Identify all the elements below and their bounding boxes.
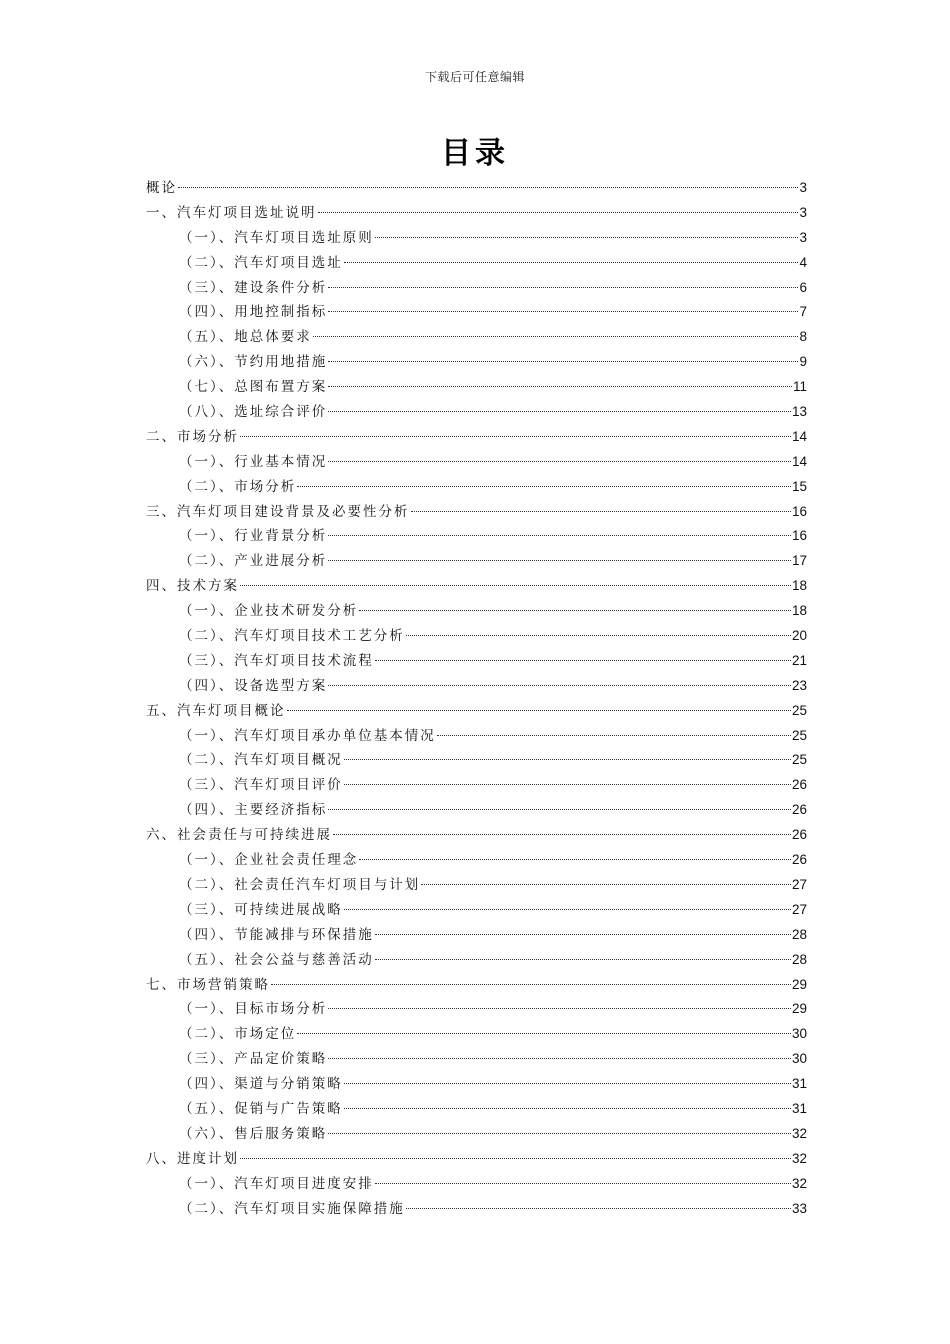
- toc-entry[interactable]: [146, 524, 807, 549]
- toc-entry-page-number[interactable]: 26: [791, 777, 807, 793]
- toc-entry-page-number[interactable]: 32: [791, 1150, 807, 1166]
- toc-dot-leader: [240, 436, 791, 437]
- toc-dot-leader: [287, 710, 791, 711]
- toc-entry-label[interactable]: 五、汽车灯项目概论: [146, 702, 286, 719]
- toc-entry[interactable]: [146, 724, 807, 749]
- toc-dot-leader: [328, 287, 798, 288]
- toc-entry[interactable]: [146, 1072, 807, 1097]
- toc-entry-label[interactable]: 三、汽车灯项目建设背景及必要性分析: [146, 503, 410, 520]
- toc-entry-label[interactable]: （五）、地总体要求: [179, 329, 312, 346]
- toc-entry[interactable]: [146, 300, 807, 325]
- toc-dot-leader: [240, 585, 791, 586]
- toc-entry[interactable]: [146, 1097, 807, 1122]
- toc-entry-page-number[interactable]: 7: [799, 304, 807, 320]
- toc-dot-leader: [313, 336, 799, 337]
- toc-entry-page-number[interactable]: 28: [791, 926, 807, 942]
- toc-dot-leader: [344, 262, 799, 263]
- toc-dot-leader: [328, 1133, 791, 1134]
- toc-entry-page-number[interactable]: 4: [799, 254, 807, 270]
- page-title: 目录: [441, 136, 509, 171]
- toc-entry-page-number[interactable]: 15: [791, 478, 807, 494]
- toc-entry-label[interactable]: （四）、主要经济指标: [179, 802, 328, 819]
- toc-entry-page-number[interactable]: 32: [791, 1125, 807, 1141]
- toc-entry-label[interactable]: （二）、汽车灯项目概况: [179, 752, 343, 769]
- toc-entry-page-number[interactable]: 27: [791, 876, 807, 892]
- toc-dot-leader: [359, 610, 791, 611]
- toc-entry[interactable]: [146, 549, 807, 574]
- toc-entry[interactable]: [146, 923, 807, 948]
- toc-entry-page-number[interactable]: 9: [799, 354, 807, 370]
- toc-entry[interactable]: [146, 873, 807, 898]
- toc-entry[interactable]: [146, 624, 807, 649]
- toc-entry-label[interactable]: 四、技术方案: [146, 578, 239, 595]
- toc-entry[interactable]: [146, 475, 807, 500]
- toc-entry[interactable]: [146, 823, 807, 848]
- toc-entry-label[interactable]: （一）、企业社会责任理念: [179, 852, 359, 869]
- toc-entry-page-number[interactable]: 16: [791, 528, 807, 544]
- toc-entry-label[interactable]: （二）、市场分析: [179, 478, 297, 495]
- toc-dot-leader: [328, 1008, 791, 1009]
- toc-entry[interactable]: [146, 201, 807, 226]
- toc-entry[interactable]: [146, 450, 807, 475]
- toc-entry-page-number[interactable]: 21: [791, 652, 807, 668]
- toc-entry-page-number[interactable]: 3: [799, 180, 807, 195]
- toc-dot-leader: [333, 834, 791, 835]
- toc-entry[interactable]: [146, 375, 807, 400]
- toc-entry-page-number[interactable]: 16: [791, 503, 807, 519]
- toc-entry-page-number[interactable]: 26: [791, 802, 807, 818]
- toc-entry-page-number[interactable]: 26: [791, 852, 807, 868]
- toc-entry-label[interactable]: （三）、建设条件分析: [179, 279, 328, 296]
- toc-entry-label[interactable]: （二）、汽车灯项目选址: [179, 254, 343, 271]
- toc-entry-label[interactable]: （一）、行业背景分析: [179, 528, 328, 545]
- toc-entry-label[interactable]: （一）、企业技术研发分析: [179, 603, 359, 620]
- toc-entry-page-number[interactable]: 25: [791, 727, 807, 743]
- toc-entry-page-number[interactable]: 14: [791, 453, 807, 469]
- toc-entry-page-number[interactable]: 3: [799, 229, 807, 245]
- toc-dot-leader: [328, 361, 798, 362]
- toc-dot-leader: [375, 1183, 791, 1184]
- toc-entry-label[interactable]: （一）、汽车灯项目进度安排: [179, 1175, 374, 1192]
- toc-dot-leader: [271, 984, 791, 985]
- toc-entry-page-number[interactable]: 26: [791, 827, 807, 843]
- toc-entry-label[interactable]: （二）、汽车灯项目技术工艺分析: [179, 628, 405, 645]
- toc-entry[interactable]: [146, 276, 807, 301]
- toc-dot-leader: [375, 660, 791, 661]
- toc-entry-page-number[interactable]: 11: [792, 379, 807, 395]
- toc-entry[interactable]: [146, 649, 807, 674]
- toc-entry-label[interactable]: （四）、渠道与分销策略: [179, 1076, 343, 1093]
- toc-entry[interactable]: [146, 973, 807, 998]
- toc-entry-label[interactable]: （二）、市场定位: [179, 1026, 297, 1043]
- table-of-contents: [146, 176, 807, 1221]
- toc-entry[interactable]: [146, 1147, 807, 1172]
- toc-entry[interactable]: [146, 226, 807, 251]
- toc-entry-label[interactable]: （五）、促销与广告策略: [179, 1100, 343, 1117]
- toc-entry-page-number[interactable]: 23: [791, 677, 807, 693]
- toc-entry[interactable]: [146, 1197, 807, 1222]
- toc-dot-leader: [328, 809, 791, 810]
- toc-entry[interactable]: [146, 599, 807, 624]
- toc-dot-leader: [297, 1033, 791, 1034]
- toc-entry-label[interactable]: （三）、汽车灯项目技术流程: [179, 652, 374, 669]
- toc-entry-label[interactable]: 八、进度计划: [146, 1150, 239, 1167]
- toc-entry[interactable]: [146, 1022, 807, 1047]
- toc-dot-leader: [328, 461, 791, 462]
- toc-entry-label[interactable]: （四）、节能减排与环保措施: [179, 926, 374, 943]
- toc-entry[interactable]: [146, 748, 807, 773]
- toc-dot-leader: [344, 784, 791, 785]
- toc-entry-page-number[interactable]: 3: [799, 204, 807, 220]
- toc-dot-leader: [328, 685, 791, 686]
- toc-entry[interactable]: [146, 798, 807, 823]
- toc-entry-label[interactable]: （二）、产业进展分析: [179, 553, 328, 570]
- toc-entry[interactable]: [146, 350, 807, 375]
- toc-dot-leader: [297, 486, 791, 487]
- toc-entry-page-number[interactable]: 20: [791, 628, 807, 644]
- toc-entry-label[interactable]: （六）、节约用地措施: [179, 354, 328, 371]
- toc-entry-label[interactable]: （一）、汽车灯项目承办单位基本情况: [179, 727, 436, 744]
- toc-entry-page-number[interactable]: 18: [791, 578, 807, 594]
- toc-dot-leader: [328, 411, 791, 412]
- toc-entry-page-number[interactable]: 13: [791, 404, 807, 420]
- toc-entry-label[interactable]: （三）、汽车灯项目评价: [179, 777, 343, 794]
- toc-entry-page-number[interactable]: 6: [799, 279, 807, 295]
- toc-entry-page-number[interactable]: 31: [791, 1100, 807, 1116]
- toc-entry-label[interactable]: （二）、汽车灯项目实施保障措施: [179, 1200, 405, 1217]
- toc-entry[interactable]: [146, 898, 807, 923]
- toc-entry-label[interactable]: （四）、用地控制指标: [179, 304, 328, 321]
- toc-dot-leader: [411, 511, 791, 512]
- toc-dot-leader: [344, 1108, 791, 1109]
- toc-dot-leader: [178, 187, 798, 188]
- toc-entry-page-number[interactable]: 27: [791, 901, 807, 917]
- toc-entry[interactable]: [146, 500, 807, 525]
- toc-entry-page-number[interactable]: 18: [791, 603, 807, 619]
- toc-entry[interactable]: [146, 251, 807, 276]
- toc-entry-label[interactable]: （八）、选址综合评价: [179, 404, 328, 421]
- toc-entry-label[interactable]: （五）、社会公益与慈善活动: [179, 951, 374, 968]
- toc-entry-label[interactable]: （三）、可持续进展战略: [179, 901, 343, 918]
- toc-dot-leader: [375, 959, 791, 960]
- toc-dot-leader: [328, 386, 792, 387]
- toc-entry-label[interactable]: （一）、汽车灯项目选址原则: [179, 229, 374, 246]
- toc-dot-leader: [318, 212, 799, 213]
- toc-entry[interactable]: [146, 176, 807, 201]
- toc-entry-page-number[interactable]: 30: [791, 1051, 807, 1067]
- toc-entry-label[interactable]: 二、市场分析: [146, 428, 239, 445]
- toc-entry-page-number[interactable]: 29: [791, 1001, 807, 1017]
- toc-entry-page-number[interactable]: 32: [791, 1175, 807, 1191]
- toc-entry-label[interactable]: （三）、产品定价策略: [179, 1051, 328, 1068]
- toc-entry-page-number[interactable]: 28: [791, 951, 807, 967]
- toc-entry[interactable]: [146, 1122, 807, 1147]
- toc-entry-label[interactable]: 七、市场营销策略: [146, 976, 270, 993]
- toc-entry-page-number[interactable]: 33: [791, 1200, 807, 1216]
- toc-entry-page-number[interactable]: 29: [791, 976, 807, 992]
- toc-entry[interactable]: [146, 574, 807, 599]
- toc-dot-leader: [240, 1158, 791, 1159]
- toc-entry-label[interactable]: （一）、目标市场分析: [179, 1001, 328, 1018]
- toc-entry-page-number[interactable]: 8: [799, 329, 807, 345]
- toc-dot-leader: [344, 759, 791, 760]
- toc-dot-leader: [421, 884, 791, 885]
- header-note: 下载后可任意编辑: [424, 70, 525, 84]
- toc-entry[interactable]: [146, 425, 807, 450]
- toc-entry-label[interactable]: （二）、社会责任汽车灯项目与计划: [179, 876, 421, 893]
- toc-entry[interactable]: [146, 1172, 807, 1197]
- toc-entry-page-number[interactable]: 14: [791, 428, 807, 444]
- toc-dot-leader: [406, 635, 791, 636]
- toc-dot-leader: [406, 1208, 791, 1209]
- toc-entry[interactable]: [146, 948, 807, 973]
- toc-dot-leader: [375, 237, 799, 238]
- toc-entry[interactable]: [146, 674, 807, 699]
- toc-entry-label[interactable]: （一）、行业基本情况: [179, 453, 328, 470]
- toc-entry-page-number[interactable]: 17: [791, 553, 807, 569]
- toc-entry-page-number[interactable]: 25: [791, 752, 807, 768]
- toc-entry-page-number[interactable]: 30: [791, 1026, 807, 1042]
- toc-entry-page-number[interactable]: 25: [791, 702, 807, 718]
- toc-entry-label[interactable]: 一、汽车灯项目选址说明: [146, 204, 317, 221]
- toc-entry[interactable]: [146, 773, 807, 798]
- toc-dot-leader: [328, 1058, 791, 1059]
- toc-dot-leader: [375, 934, 791, 935]
- toc-dot-leader: [437, 735, 791, 736]
- toc-entry[interactable]: [146, 997, 807, 1022]
- toc-entry-label[interactable]: （七）、总图布置方案: [179, 379, 328, 396]
- toc-dot-leader: [328, 311, 798, 312]
- toc-entry-page-number[interactable]: 31: [791, 1076, 807, 1092]
- toc-entry[interactable]: [146, 400, 807, 425]
- toc-entry[interactable]: [146, 848, 807, 873]
- toc-entry[interactable]: [146, 699, 807, 724]
- toc-dot-leader: [344, 1083, 791, 1084]
- toc-entry[interactable]: [146, 325, 807, 350]
- toc-entry-label[interactable]: （四）、设备选型方案: [179, 677, 328, 694]
- toc-dot-leader: [359, 859, 791, 860]
- toc-entry-label[interactable]: 六、社会责任与可持续进展: [146, 827, 332, 844]
- toc-dot-leader: [344, 909, 791, 910]
- toc-dot-leader: [328, 535, 791, 536]
- toc-entry-label[interactable]: 概论: [146, 180, 177, 196]
- toc-entry-label[interactable]: （六）、售后服务策略: [179, 1125, 328, 1142]
- toc-entry[interactable]: [146, 1047, 807, 1072]
- toc-dot-leader: [328, 560, 791, 561]
